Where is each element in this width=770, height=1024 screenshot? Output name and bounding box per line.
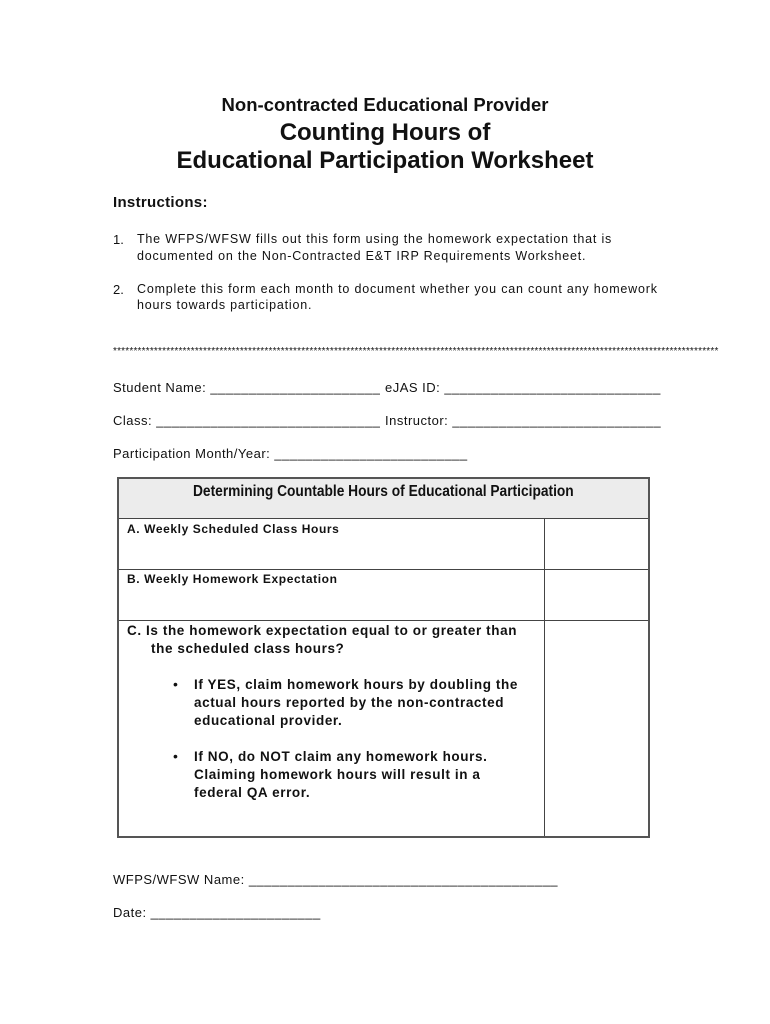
class-field[interactable]: Class: _____________________________ — [113, 413, 381, 428]
no-line1: If NO, do NOT claim any homework hours. — [194, 749, 488, 764]
row-divider-ab — [119, 569, 648, 570]
row-a-label: A. Weekly Scheduled Class Hours — [127, 522, 340, 536]
date-field[interactable]: Date: ______________________ — [113, 905, 321, 920]
document-title-line1: Counting Hours of — [279, 119, 491, 146]
row-b-label: B. Weekly Homework Expectation — [127, 572, 338, 586]
instruction-2-line2: hours towards participation. — [137, 298, 313, 312]
row-divider-bc — [119, 620, 648, 621]
instruction-2-line1: Complete this form each month to document whether you can count any homework — [137, 282, 658, 296]
table-column-divider — [544, 519, 545, 836]
bullet-no: • — [173, 748, 178, 764]
instruction-2-number: 2. — [113, 282, 124, 297]
student-name-field[interactable]: Student Name: ______________________ — [113, 380, 381, 395]
yes-line3: educational provider. — [194, 713, 343, 728]
row-c-question-line2: the scheduled class hours? — [151, 641, 345, 656]
instruction-1-line2: documented on the Non-Contracted E&T IRP Requirements Worksheet. — [137, 249, 587, 263]
bullet-yes: • — [173, 676, 178, 692]
table-header — [119, 479, 648, 519]
countable-hours-table — [117, 477, 650, 838]
instructor-field[interactable]: Instructor: ___________________________ — [385, 413, 662, 428]
instructions-heading: Instructions: — [113, 194, 208, 211]
row-c-question-line1: C. Is the homework expectation equal to or greater than — [127, 623, 518, 638]
participation-month-field[interactable]: Participation Month/Year: _________________________ — [113, 446, 468, 461]
table-heading: Determining Countable Hours of Educational Participation — [193, 483, 574, 500]
no-line2: Claiming homework hours will result in a — [194, 767, 481, 782]
no-line3: federal QA error. — [194, 785, 311, 800]
ejas-id-field[interactable]: eJAS ID: ____________________________ — [385, 380, 661, 395]
document-subtitle: Non-contracted Educational Provider — [221, 94, 549, 115]
yes-line1: If YES, claim homework hours by doubling the — [194, 677, 518, 692]
asterisk-separator: **************************************************************************************************************************************************** — [113, 346, 719, 357]
yes-line2: actual hours reported by the non-contracted — [194, 695, 505, 710]
instruction-1-number: 1. — [113, 232, 124, 247]
document-title-line2: Educational Participation Worksheet — [176, 147, 594, 174]
wfps-name-field[interactable]: WFPS/WFSW Name: ________________________________________ — [113, 872, 559, 887]
instruction-1-line1: The WFPS/WFSW fills out this form using the homework expectation that is — [137, 232, 613, 246]
